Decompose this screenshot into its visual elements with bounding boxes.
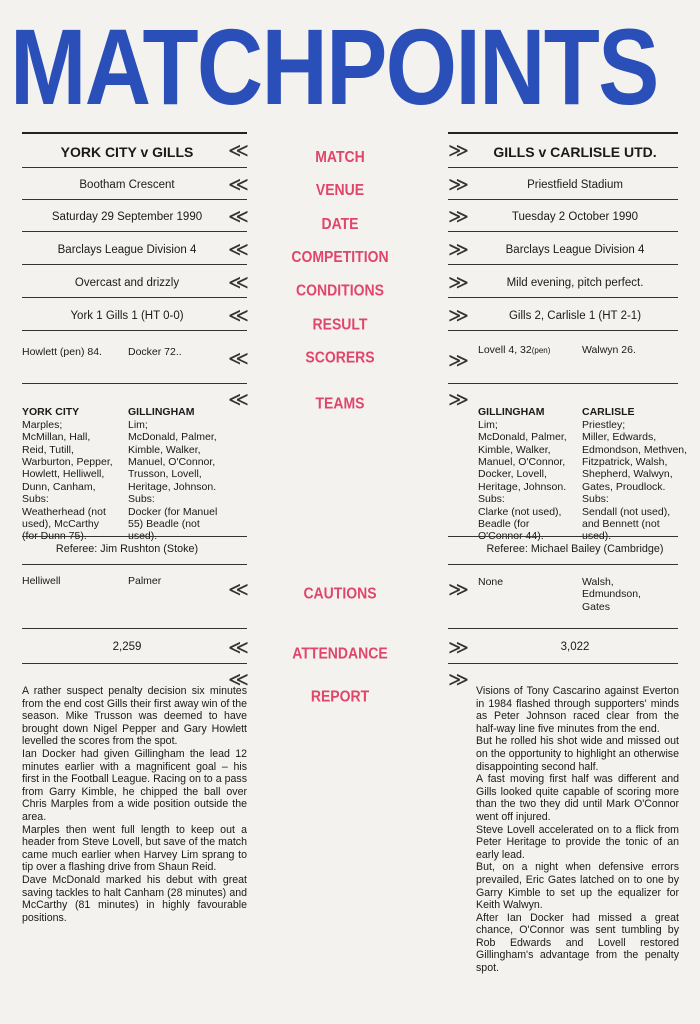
right-report [476, 685, 679, 975]
chevron-right-icon: ≫ [448, 579, 469, 601]
divider [22, 628, 247, 629]
report-paragraph: A fast moving first half was different and Gills looked quite capable of scoring more than the two they did until Mark O'Connor went off injured. [476, 773, 679, 823]
chevron-left-icon: ≪ [228, 669, 249, 691]
chevron-right-icon: ≫ [448, 140, 469, 162]
right-competition: Barclays League Division 4 [505, 244, 645, 256]
left-caution-home: Helliwell [22, 575, 61, 587]
right-team-a-name: GILLINGHAM [478, 406, 545, 419]
right-team-b [582, 394, 692, 555]
report-paragraph: Marples then went full length to keep out a header from Steve Lovell, but save of the match came much earlier when Harvey Lim sprang to tip over a flashing drive from Shaun Reid. [22, 823, 247, 874]
chevron-left-icon: ≪ [228, 272, 249, 294]
divider [22, 231, 247, 232]
divider [448, 167, 678, 168]
divider [22, 199, 247, 200]
report-paragraph: Steve Lovell accelerated on to a flick from Peter Heritage to provide the tonic of an early lead. [476, 823, 679, 861]
right-venue: Priestfield Stadium [527, 179, 623, 191]
right-team-b-list: Priestley; Miller, Edwards, Edmondson, Methven, Fitzpatrick, Walsh, Shepherd, Walwyn, Gates, Proudlock. Subs: Sendall (not used), and Bennett (not used). [582, 418, 688, 543]
divider [448, 564, 678, 565]
report-paragraph: Dave McDonald marked his debut with great saving tackles to halt Canham (28 minutes) and McCarthy (81 minutes) in highly favourable positions. [22, 873, 247, 924]
divider [448, 628, 678, 629]
label-match: MATCH [315, 146, 365, 166]
right-attendance: 3,022 [560, 641, 590, 653]
left-team-b-name: GILLINGHAM [128, 406, 195, 419]
label-result: RESULT [312, 314, 368, 334]
chevron-left-icon: ≪ [228, 579, 249, 601]
chevron-left-icon: ≪ [228, 389, 249, 411]
left-team-b-list: Lim; McDonald, Palmer, Kimble, Walker, Manuel, O'Connor, Trusson, Lovell, Heritage, Johnson. Subs: Docker (for Manuel 55) Beadle (not used). [128, 418, 218, 543]
left-venue: Bootham Crescent [79, 179, 175, 191]
report-paragraph: But he rolled his shot wide and missed out on the opportunity to highlight an otherwise disappointing second half. [476, 735, 679, 773]
chevron-left-icon: ≪ [228, 174, 249, 196]
right-referee: Referee: Michael Bailey (Cambridge) [486, 543, 664, 555]
divider [448, 231, 678, 232]
left-match: YORK CITY v GILLS [60, 144, 194, 160]
left-referee: Referee: Jim Rushton (Stoke) [55, 543, 199, 555]
chevron-right-icon: ≫ [448, 174, 469, 196]
report-paragraph: Visions of Tony Cascarino against Everton in 1984 flashed through supporters' minds as Peter Johnson raced clear from the half-way line five minutes from the end. [476, 685, 679, 735]
chevron-left-icon: ≪ [228, 206, 249, 228]
divider [448, 199, 678, 200]
report-paragraph: Ian Docker had given Gillingham the lead 12 minutes earlier with a magnificent goal – his first in the Football League. Racing on to a pass from Garry Kimble, he chipped the ball over Chris Marples from a wide position outside the area. [22, 747, 247, 823]
left-team-a-name: YORK CITY [22, 406, 80, 419]
right-team-a [478, 394, 580, 555]
left-conditions: Overcast and drizzly [74, 277, 180, 289]
left-team-b [128, 394, 232, 555]
chevron-left-icon: ≪ [228, 348, 249, 370]
divider [448, 297, 678, 298]
right-match: GILLS v CARLISLE UTD. [493, 144, 657, 160]
divider [22, 564, 247, 565]
left-team-a-list: Marples; McMillan, Hall, Reid, Tutill, Warburton, Pepper, Howlett, Helliwell, Dunn, Canham, Subs: Weatherhead (not used), McCarthy (for Dunn 75). [22, 418, 113, 543]
divider [22, 167, 247, 168]
left-caution-away: Palmer [128, 575, 162, 587]
left-report [22, 685, 247, 924]
divider [22, 383, 247, 384]
divider [22, 330, 247, 331]
divider [22, 663, 247, 664]
right-scorer-home-text: Lovell 4, 32 [478, 344, 532, 356]
divider [448, 264, 678, 265]
divider [22, 132, 247, 134]
left-scorer-away: Docker 72.. [128, 346, 182, 358]
right-date: Tuesday 2 October 1990 [511, 211, 639, 223]
divider [22, 297, 247, 298]
chevron-right-icon: ≫ [448, 389, 469, 411]
divider [22, 536, 247, 537]
chevron-right-icon: ≫ [448, 305, 469, 327]
report-paragraph: A rather suspect penalty decision six minutes from the end cost Gills their first away win of the season. Mike Trusson was deemed to have brought down Nigel Pepper and Gary Howlett levelled the scores from the spot. [22, 685, 247, 748]
right-scorer-home-note: (pen) [531, 346, 551, 355]
left-scorer-home: Howlett (pen) 84. [22, 346, 102, 358]
right-scorer-away: Walwyn 26. [582, 344, 636, 356]
left-attendance: 2,259 [112, 641, 142, 653]
chevron-left-icon: ≪ [228, 637, 249, 659]
label-competition: COMPETITION [291, 246, 389, 266]
chevron-right-icon: ≫ [448, 239, 469, 261]
left-date: Saturday 29 September 1990 [51, 211, 203, 223]
divider [448, 132, 678, 134]
divider [448, 330, 678, 331]
left-result: York 1 Gills 1 (HT 0-0) [70, 310, 184, 322]
label-venue: VENUE [315, 179, 365, 199]
chevron-right-icon: ≫ [448, 206, 469, 228]
chevron-right-icon: ≫ [448, 669, 469, 691]
right-caution-away: Walsh, Edmundson, Gates [582, 576, 641, 613]
divider [22, 264, 247, 265]
label-cautions: CAUTIONS [303, 583, 377, 603]
page-title: MATCHPOINTS [10, 6, 658, 127]
chevron-right-icon: ≫ [448, 637, 469, 659]
report-paragraph: After Ian Docker had missed a great chance, O'Connor was sent tumbling by Rob Edwards and Lovell restored Gillingham's advantage from the penalty spot. [476, 911, 679, 975]
divider [448, 536, 678, 537]
label-report: REPORT [310, 686, 370, 706]
report-paragraph: But, on a night when defensive errors prevailed, Eric Gates latched on to one by Garry Kimble to set up the equalizer for Keith Walwyn. [476, 861, 679, 912]
label-attendance: ATTENDANCE [292, 643, 388, 663]
divider [448, 383, 678, 384]
label-scorers: SCORERS [305, 347, 375, 367]
chevron-right-icon: ≫ [448, 272, 469, 294]
right-team-b-name: CARLISLE [582, 406, 635, 419]
right-caution-home: None [478, 576, 504, 588]
label-conditions: CONDITIONS [296, 280, 384, 300]
left-competition: Barclays League Division 4 [57, 244, 197, 256]
right-conditions: Mild evening, pitch perfect. [506, 277, 644, 289]
chevron-left-icon: ≪ [228, 239, 249, 261]
chevron-left-icon: ≪ [228, 140, 249, 162]
right-scorer-home [478, 344, 550, 357]
right-team-a-list: Lim; McDonald, Palmer, Kimble, Walker, Manuel, O'Connor, Docker, Lovell, Heritage, Johnson. Subs: Clarke (not used), Beadle (for O'Connor 44). [478, 418, 567, 543]
left-team-a [22, 394, 126, 555]
right-result: Gills 2, Carlisle 1 (HT 2-1) [508, 310, 642, 322]
chevron-left-icon: ≪ [228, 305, 249, 327]
divider [448, 663, 678, 664]
chevron-right-icon: ≫ [448, 350, 469, 372]
label-date: DATE [321, 213, 359, 233]
label-teams: TEAMS [315, 393, 365, 413]
